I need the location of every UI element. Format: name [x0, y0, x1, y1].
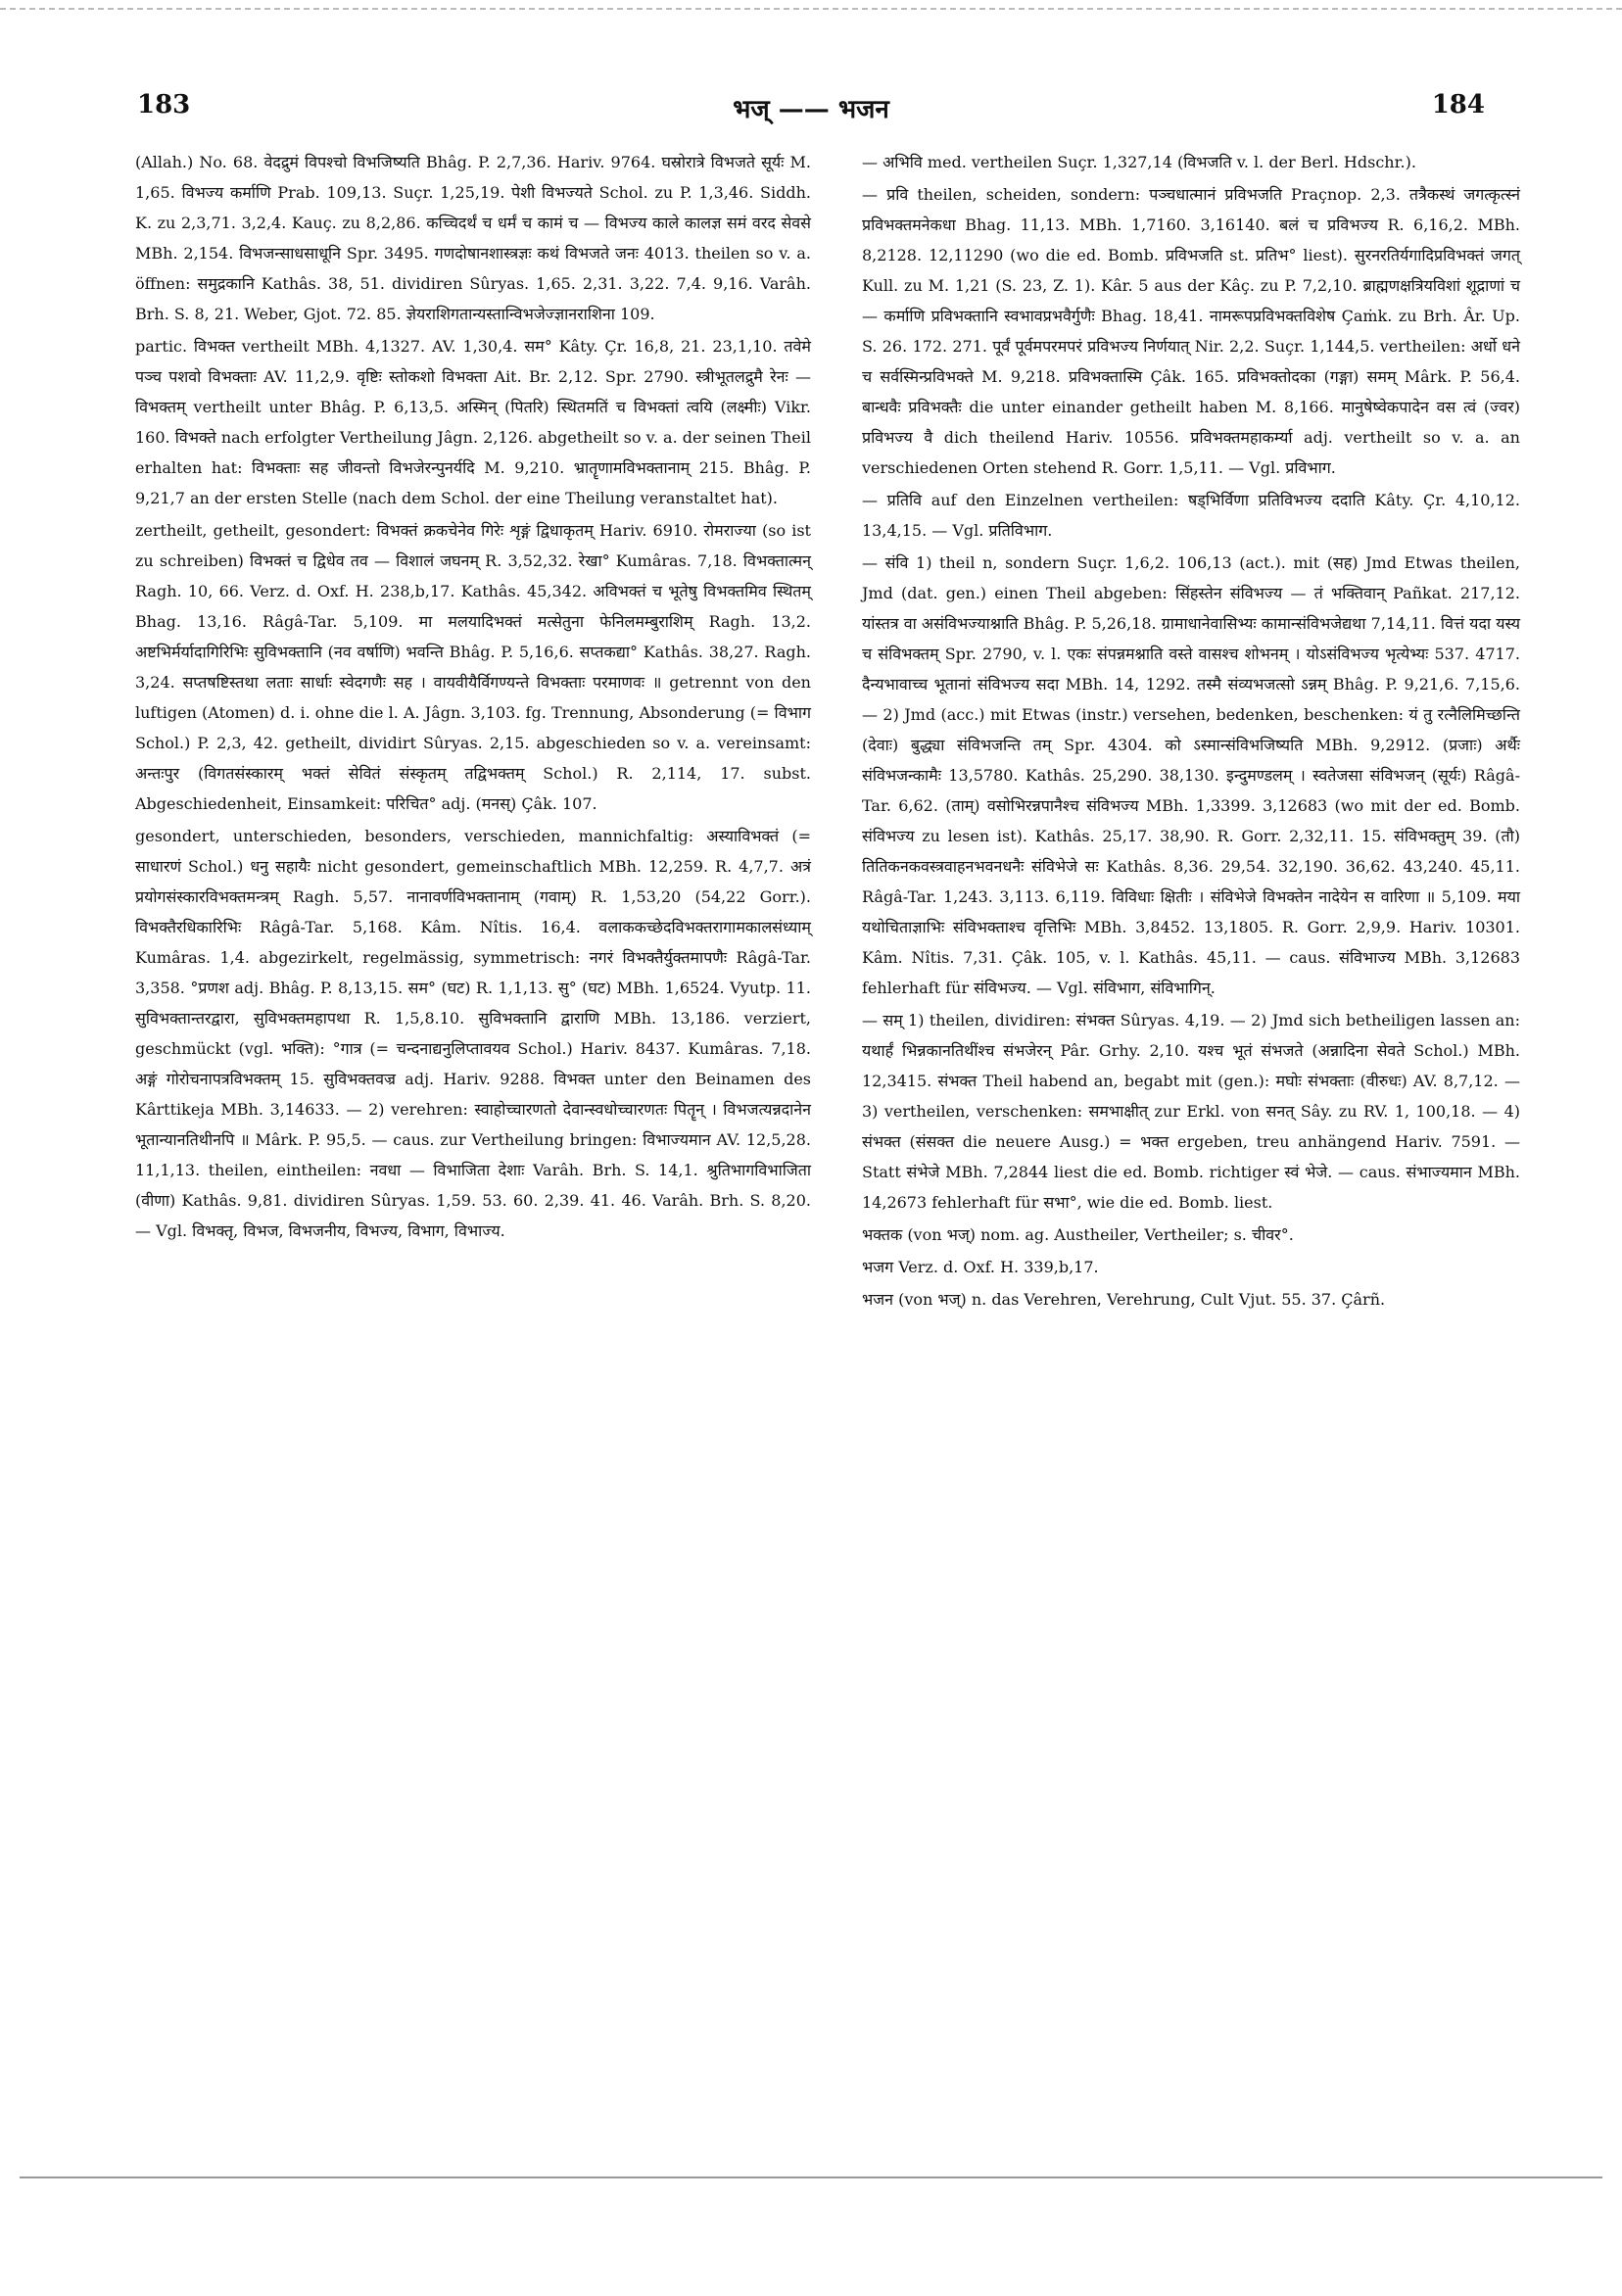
paragraph: — सम् 1) theilen, dividiren: संभक्त Sûryas. 4,19. — 2) Jmd sich betheiligen lassen an: यथार्हं भिन्नकानतिथींश्च संभजेरन् Pâr. Grhy. 2,10. यश्च भूतं संभजते (अन्नादिना सेवते Schol.) MBh. 12,3415. संभक्त Theil habend an, begabt mit (gen.): मघोः संभक्ताः (वीरुधः) AV. 8,7,12. — 3) vertheilen, verschenken: समभाक्षीत् zur Erkl. von सनत् Sây. zu RV. 1, 100,18. — 4) संभक्त (संसक्त die neuere Ausg.) = भक्त ergeben, treu anhängend Hariv. 7591. — Statt संभेजे MBh. 7,2844 liest die ed. Bomb. richtiger स्वं भेजे. — caus. संभाज्यमान MBh. 14,2673 fehlerhaft für सभा°, wie die ed. Bomb. liest. — [862, 1011, 1520, 1212]
page-number-right: 184 — [1431, 90, 1485, 120]
running-head: भज् —— भजन — [733, 95, 889, 124]
paragraph: (Allah.) No. 68. वेदद्रुमं विपश्चो विभजिष्यति Bhâg. P. 2,7,36. Hariv. 9764. घस्रोरात्रे विभजते सूर्यः M. 1,65. विभज्य कर्माणि Prab. 109,13. Suçr. 1,25,19. पेशी विभज्यते Schol. zu P. 1,3,46. Siddh. K. zu 2,3,71. 3,2,4. Kauç. zu 8,2,86. कच्चिदर्थं च धर्मं च कामं च — विभज्य काले कालज्ञ समं वरद सेवसे MBh. 2,154. विभजन्साधसाधूनि Spr. 3495. गणदोषानशास्त्रज्ञः कथं विभजते जनः 4013. theilen so v. a. öffnen: समुद्रकानि Kathâs. 38, 51. dividiren Sûryas. 1,65. 2,31. 3,22. 7,4. 9,16. Varâh. Brh. S. 8, 21. Weber, Gjot. 72. 85. ज्ञेयराशिगतान्यस्तान्विभजेज्ज्ञानराशिना 109. — [135, 153, 811, 323]
headword-entry: भक्तक (von भज्) nom. ag. Austheiler, Vertheiler; s. चीवर°. — [862, 1225, 1294, 1244]
paragraph: — प्रवि theilen, scheiden, sondern: पञ्चधात्मानं प्रविभजति Praçnop. 2,3. तत्रैकस्थं जगत्कृत्स्नं प्रविभक्तमनेकधा Bhag. 11,13. MBh. 1,7160. 3,16140. बलं च प्रविभज्य R. 6,16,2. MBh. 8,2128. 12,11290 (wo die ed. Bomb. प्रविभजति st. प्रतिभ° liest). सुरनरतिर्यगादिप्रविभक्तं जगत् Kull. zu M. 1,21 (S. 23, Z. 1). Kâr. 5 aus der Kâç. zu P. 7,2,10. ब्राह्मणक्षत्रियविशां शूद्राणां च — कर्माणि प्रविभक्तानि स्वभावप्रभवैर्गुणैः Bhag. 18,41. नामरूपप्रविभक्तविशेष Çaṁk. zu Brh. Âr. Up. S. 26. 172. 271. पूर्वं पूर्वमपरमपरं प्रविभज्य निर्णयात् Nir. 2,2. Suçr. 1,144,5. vertheilen: अर्धो धने च सर्वस्मिन्प्रविभक्ते M. 9,218. प्रविभक्तास्मि Çâk. 165. प्रविभक्तोदका (गङ्गा) समम् Mârk. P. 56,4. बान्धवैः प्रविभक्तैः die unter einander getheilt haben M. 8,166. मानुषेष्वेकपादेन वस त्वं (ज्वर) प्रविभज्य वै dich theilend Hariv. 10556. प्रविभक्तमहाकर्म्या adj. vertheilt so v. a. an verschiedenen Orten stehend R. Gorr. 1,5,11. — Vgl. प्रविभाग. — [862, 185, 1520, 477]
headword-entry: भजन (von भज्) n. das Verehren, Verehrung, Cult Vjut. 55. 37. Çârñ. — [862, 1290, 1386, 1309]
top-border-rule — [0, 8, 1622, 10]
paragraph: partic. विभक्त vertheilt MBh. 4,1327. AV. 1,30,4. सम° Kâty. Çr. 16,8, 21. 23,1,10. तवेमे पञ्च पशवो विभक्ताः AV. 11,2,9. वृष्टिः स्तोकशो विभक्ता Ait. Br. 2,12. Spr. 2790. स्त्रीभूतलद्रुमै रेनः — विभक्तम् vertheilt unter Bhâg. P. 6,13,5. अस्मिन् (पितरि) स्थितमतिं च विभक्तां त्वयि (लक्ष्मीः) Vikr. 160. विभक्ते nach erfolgter Vertheilung Jâgn. 2,126. abgetheilt so v. a. der seinen Theil erhalten hat: विभक्ताः सह जीवन्तो विभजेरन्पुनर्यदि M. 9,210. भ्रातॄणामविभक्तानाम् 215. Bhâg. P. 9,21,7 an der ersten Stelle (nach dem Schol. der eine Theilung veranstaltet hat). — [135, 337, 811, 507]
bottom-rule — [20, 2176, 1602, 2178]
page-header — [127, 90, 1495, 129]
headword-entry: भजग Verz. d. Oxf. H. 339,b,17. — [862, 1258, 1099, 1276]
right-column — [862, 147, 1520, 1316]
paragraph: zertheilt, getheilt, gesondert: विभक्तं क्रकचेनेव गिरेः शृङ्गं द्विधाकृतम् Hariv. 6910. रोमराज्या (so ist zu schreiben) विभक्तं च द्विधेव तव — विशालं जघनम् R. 3,52,32. रेखा° Kumâras. 7,18. विभक्तात्मन् Ragh. 10, 66. Verz. d. Oxf. H. 238,b,17. Kathâs. 45,342. अविभक्तं च भूतेषु विभक्तमिव स्थितम् Bhag. 13,16. Râgâ-Tar. 5,109. मा मलयादिभक्तं मत्सेतुना फेनिलमम्बुराशिम् Ragh. 13,2. अष्टभिर्मर्यादागिरिभिः सुविभक्तानि (नव वर्षाणि) भवन्ति Bhâg. P. 5,16,6. सप्तकद्या° Kathâs. 38,27. Ragh. 3,24. सप्तषष्टिस्तथा लताः सार्धाः स्वेदगणैः सह । वायवीयैर्विगण्यन्ते विभक्ताः परमाणवः ॥ getrennt von den luftigen (Atomen) d. i. ohne die l. A. Jâgn. 3,103. fg. Trennung, Absonderung (= विभाग Schol.) P. 2,3, 42. getheilt, dividirt Sûryas. 2,15. abgeschieden so v. a. vereinsamt: अन्तःपुर (विगतसंस्कारम् भक्तं सेवितं संस्कृतम् तद्विभक्तम् Schol.) R. 2,114, 17. subst. Abgeschiedenheit, Einsamkeit: परिचित° adj. (मनस्) Çâk. 107. — [135, 521, 811, 813]
left-column — [135, 147, 811, 1248]
paragraph: — संवि 1) theil n, sondern Suçr. 1,6,2. 106,13 (act.). mit (सह) Jmd Etwas theilen, Jmd (dat. gen.) einen Theil abgeben: सिंहस्तेन संविभज्य — तं भक्तिवान् Pañkat. 217,12. यांस्तत्र वा असंविभज्याश्नाति Bhâg. P. 5,26,18. ग्रामाधानेवासिभ्यः कामान्संविभजेद्यथा 7,14,11. वित्तं यदा यस्य च संविभक्तम् Spr. 2790, v. l. एकः संपन्नमश्नाति वस्ते वासश्च शोभनम् । योऽसंविभज्य भृत्येभ्यः 537. 4717. दैन्यभावाच्च भूतानां संविभज्य सदा MBh. 14, 1292. तस्मै संव्यभजत्सो ऽन्नम् Bhâg. P. 9,21,6. 7,15,6. — 2) Jmd (acc.) mit Etwas (instr.) versehen, bedenken, beschenken: यं तु रत्नैलिमिच्छन्ति (देवाः) बुद्ध्या संविभजन्ति तम् Spr. 4304. को ऽस्मान्संविभजिष्यति MBh. 9,2912. (प्रजाः) अर्थैः संविभजन्कामैः 13,5780. Kathâs. 25,290. 38,130. इन्दुमण्डलम् । स्वतेजसा संविभजन् (सूर्यः) Râgâ-Tar. 6,62. (ताम्) वसोभिरन्नपानैश्च संविभज्य MBh. 1,3399. 3,12683 (wo mit der ed. Bomb. संविभज्य zu lesen ist). Kathâs. 25,17. 38,90. R. Gorr. 2,32,11. 15. संविभक्तुम् 39. (तौ) तितिकनकवस्त्रवाहनभवनधनैः संविभेजे सः Kathâs. 8,36. 29,54. 32,190. 36,62. 43,240. 45,11. Râgâ-Tar. 1,243. 3,113. 6,119. विविधाः क्षितीः । संविभेजे विभक्तेन नादेयेन स वारिणा ॥ 5,109. मया यथोचिताज्ञाभिः संविभक्ताश्च वृत्तिभिः MBh. 3,8452. 13,1805. R. Gorr. 2,9,9. Hariv. 10301. Kâm. Nîtis. 7,31. Çâk. 105, v. l. Kathâs. 45,11. — caus. संविभाज्य MBh. 3,12683 fehlerhaft für संविभज्य. — Vgl. संविभाग, संविभागिन्. — [862, 553, 1520, 997]
page-number-left: 183 — [137, 90, 191, 120]
paragraph: — प्रतिवि auf den Einzelnen vertheilen: षड्भिर्विणा प्रतिविभज्य ददाति Kâty. Çr. 4,10,12. 13,4,15. — Vgl. प्रतिविभाग. — [862, 491, 1520, 540]
paragraph: — अभिवि med. vertheilen Suçr. 1,327,14 (विभजति v. l. der Berl. Hdschr.). — [862, 153, 1416, 171]
paragraph: gesondert, unterschieden, besonders, verschieden, mannichfaltig: अस्याविभक्तं (= साधारणं Schol.) धनु सहायैः nicht gesondert, gemeinschaftlich MBh. 12,259. R. 4,7,7. अत्रं प्रयोगसंस्कारविभक्तमन्त्रम् Ragh. 5,57. नानावर्णविभक्तानाम् (गवाम्) R. 1,53,20 (54,22 Gorr.). विभक्तैरधिकारिभिः Râgâ-Tar. 5,168. Kâm. Nîtis. 16,4. वलाककच्छेदविभक्तरागामकालसंध्याम् Kumâras. 1,4. abgezirkelt, regelmässig, symmetrisch: नगरं विभक्तैर्युक्तमापणैः Râgâ-Tar. 3,358. °प्रणश adj. Bhâg. P. 8,13,15. सम° (घट) R. 1,1,13. सु° (घट) MBh. 1,6524. Vyutp. 11. सुविभक्तान्तरद्वारा, सुविभक्तमहापथा R. 1,5,8.10. सुविभक्तानि द्वाराणि MBh. 13,186. verziert, geschmückt (vgl. भक्ति): °गात्र (= चन्दनाद्यनुलिप्तावयव Schol.) Hariv. 8437. Kumâras. 7,18. अङ्गं गोरोचनापत्रविभक्तम् 15. सुविभक्तवज्र adj. Hariv. 9288. विभक्त unter den Beinamen des Kârttikeja MBh. 3,14633. — 2) verehren: स्वाहोच्चारणतो देवान्स्वधोच्चारणतः पितॄन् । विभजत्यन्नदानेन भूतान्यानतिथीनपि ॥ Mârk. P. 95,5. — caus. zur Vertheilung bringen: विभाज्यमान AV. 12,5,28. 11,1,13. theilen, eintheilen: नवधा — विभाजिता देशाः Varâh. Brh. S. 14,1. श्रुतिभागविभाजिता (वीणा) Kathâs. 9,81. dividiren Sûryas. 1,59. 53. 60. 2,39. 41. 46. Varâh. Brh. S. 8,20. — Vgl. विभक्तृ, विभज, विभजनीय, विभज्य, विभाग, विभाज्य. — [135, 827, 811, 1240]
